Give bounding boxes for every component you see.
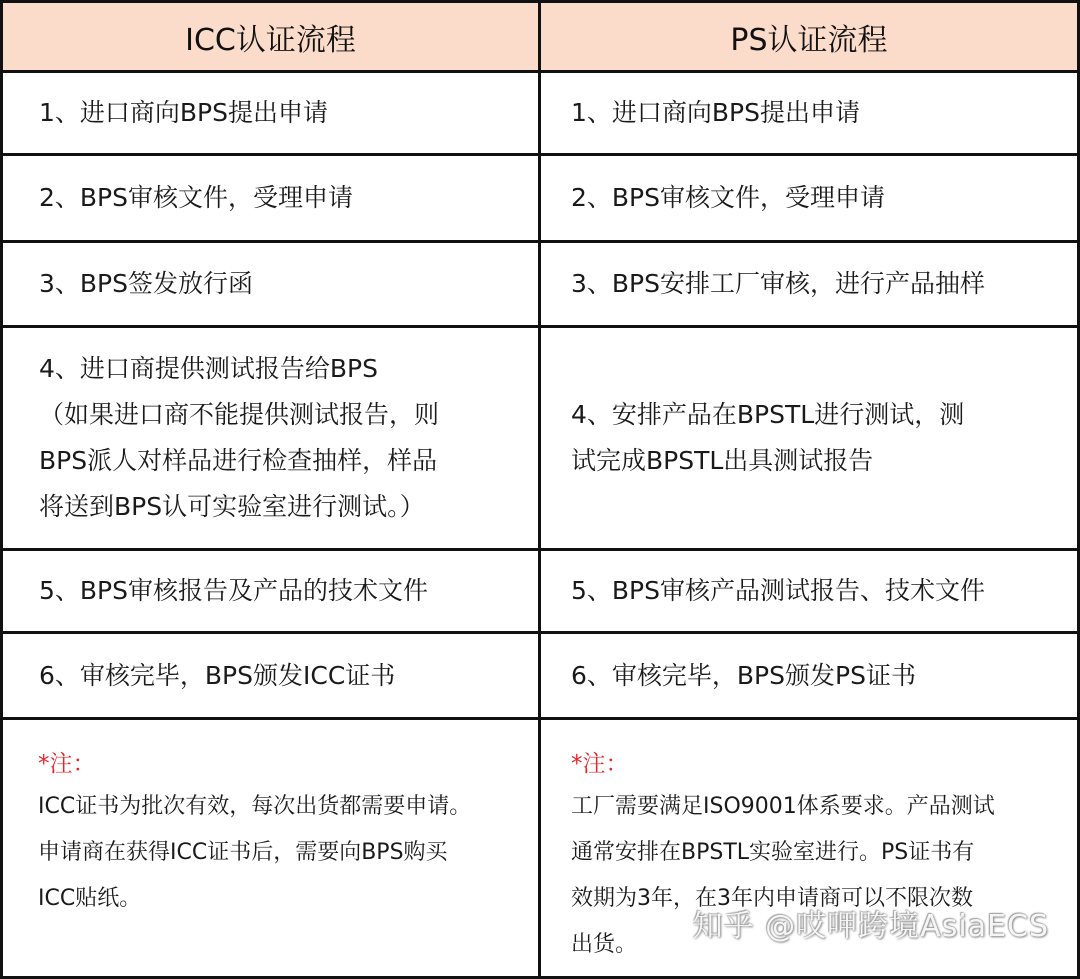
ps-note-title: *注：	[571, 751, 629, 777]
step-row-5	[3, 548, 1077, 631]
header-ps: PS认证流程	[730, 22, 888, 58]
ps-step-3: 3、BPS安排工厂审核，进行产品抽样	[571, 269, 986, 298]
step-row-1	[3, 70, 1077, 153]
icc-step-2: 2、BPS审核文件，受理申请	[3, 156, 541, 240]
notes-row	[3, 717, 1077, 976]
zhihu-watermark: 知乎 @哎呷跨境AsiaECS	[692, 909, 1049, 944]
icc-step-4: 4、进口商提供测试报告给BPS （如果进口商不能提供测试报告，则 BPS派人对样品进行检查抽样，样品 将送到BPS认可实验室进行测试。）	[3, 328, 541, 548]
icc-step-5: 5、BPS审核报告及产品的技术文件	[3, 551, 541, 631]
header-icc: ICC认证流程	[3, 3, 541, 70]
step-row-4	[3, 325, 1077, 548]
ps-note: *注： 工厂需要满足ISO9001体系要求。产品测试 通常安排在BPSTL实验室进行。PS证书有 效期为3年，在3年内申请商可以不限次数 出货。 知乎 @哎呷跨境AsiaECS	[541, 720, 1077, 976]
icc-step-6: 6、审核完毕，BPS颁发ICC证书	[3, 634, 541, 717]
step-row-3	[3, 240, 1077, 325]
ps-step-1: 1、进口商向BPS提出申请	[571, 98, 861, 127]
step-row-6	[3, 631, 1077, 717]
ps-step-6: 6、审核完毕，BPS颁发PS证书	[571, 660, 916, 690]
ps-step-4: 4、安排产品在BPSTL进行测试，测 试完成BPSTL出具测试报告	[571, 400, 965, 475]
ps-step-2: 2、BPS审核文件，受理申请	[571, 183, 886, 212]
header-row	[3, 3, 1077, 70]
ps-step-5: 5、BPS审核产品测试报告、技术文件	[571, 576, 986, 605]
step-row-2	[3, 153, 1077, 240]
icc-step-3: 3、BPS签发放行函	[3, 243, 541, 325]
icc-note-title: *注：	[38, 751, 96, 777]
icc-step-1: 1、进口商向BPS提出申请	[3, 73, 541, 153]
icc-note: *注： ICC证书为批次有效，每次出货都需要申请。 申请商在获得ICC证书后，需要向BPS购买 ICC贴纸。	[3, 720, 541, 976]
